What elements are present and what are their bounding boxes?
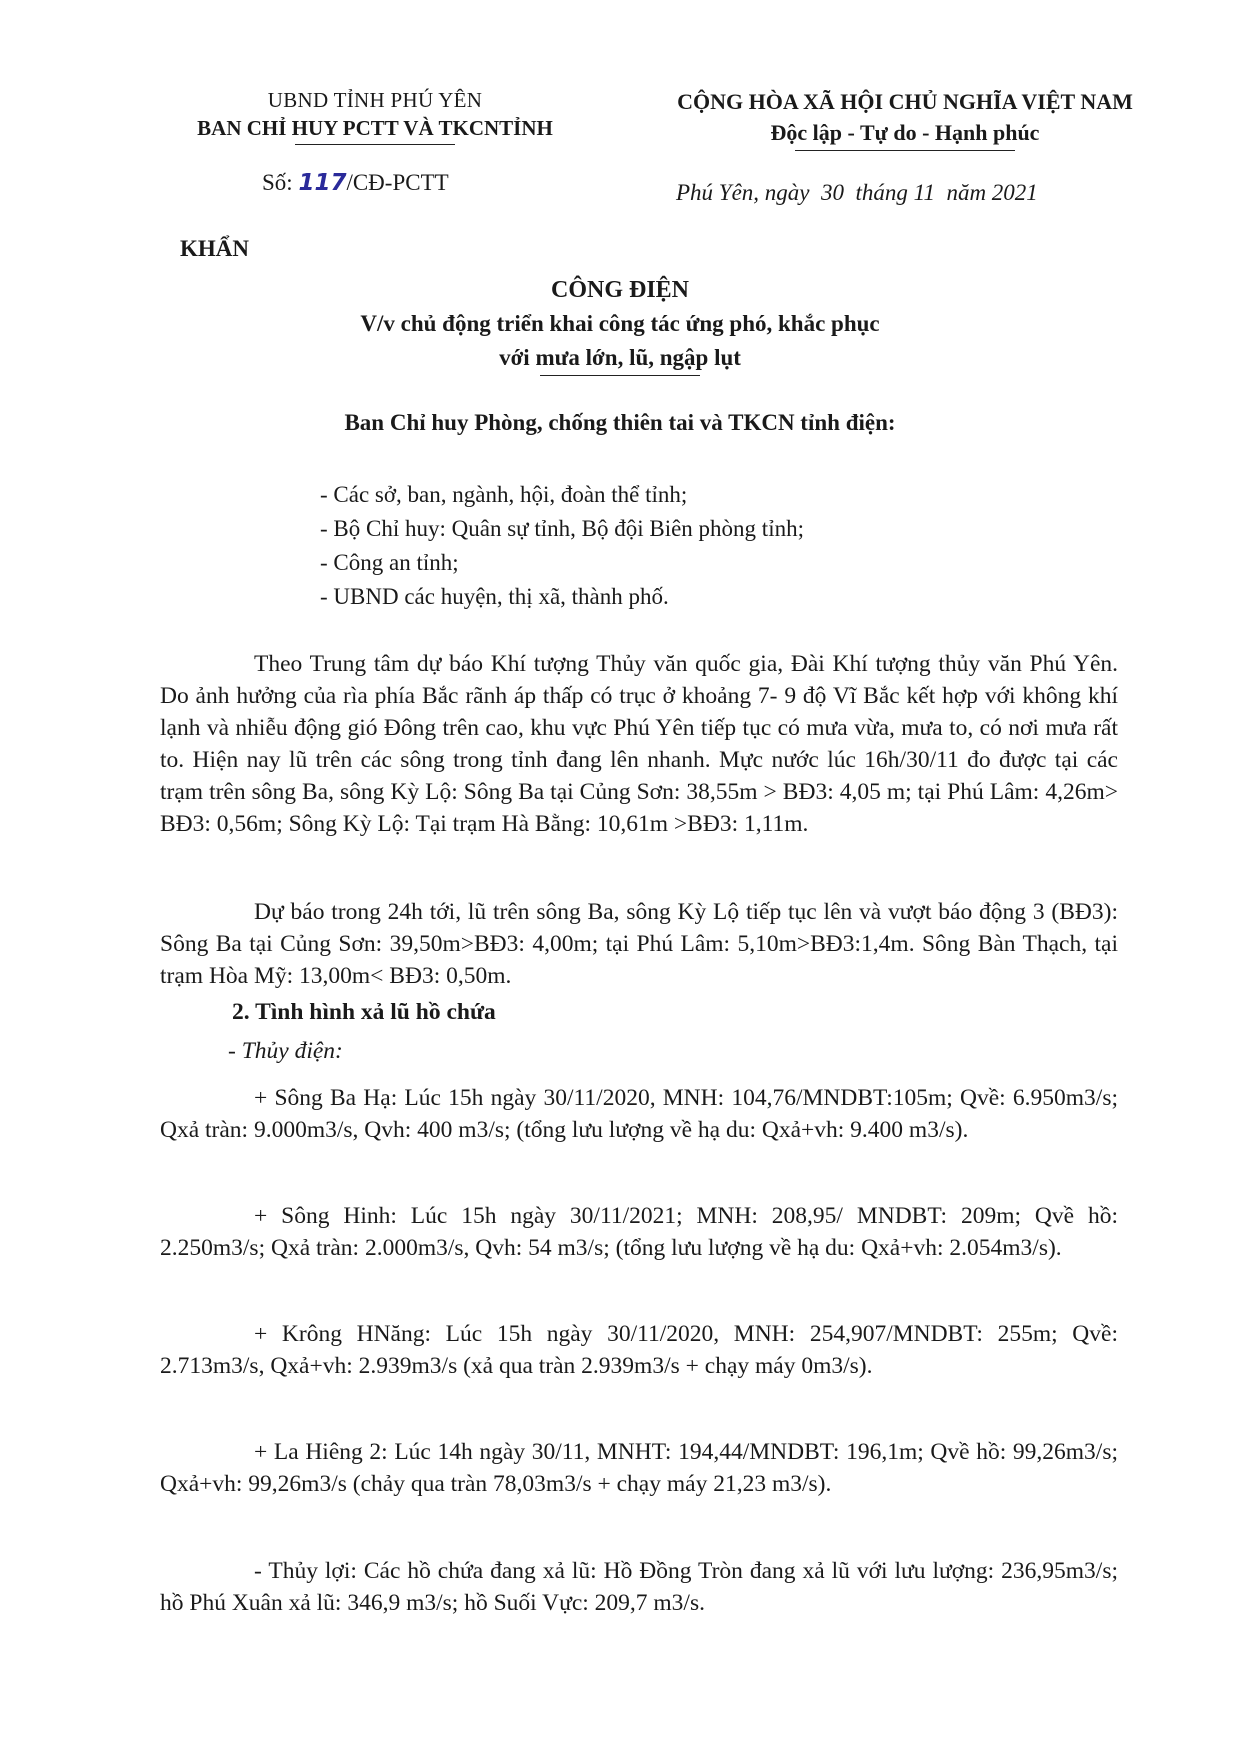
authority-underline [295, 144, 455, 145]
title-subject-1: V/v chủ động triển khai công tác ứng phó, khắc phục [360, 311, 880, 336]
paragraph-24h-forecast: Dự báo trong 24h tới, lũ trên sông Ba, sông Kỳ Lộ tiếp tục lên và vượt báo động 3 (BĐ3): Sông Ba tại Củng Sơn: 39,50m>BĐ3: 4,00m; tại Phú Lâm: 5,10m>BĐ3:1,4m. Sông Bàn Thạch, tại trạm Hòa Mỹ: 13,00m< BĐ3: 0,50m. [160, 899, 1118, 989]
national-motto [630, 86, 1180, 151]
document-number [262, 170, 449, 196]
addressed-by: Ban Chỉ huy Phòng, chống thiên tai và TKCN tỉnh điện: [344, 410, 896, 435]
urgency-label: KHẨN [180, 236, 249, 261]
motto-underline [795, 150, 1015, 151]
recipient-list [320, 478, 804, 614]
section-heading: 2. Tình hình xả lũ hồ chứa [232, 999, 496, 1025]
authority-line-2: BAN CHỈ HUY PCTT VÀ TKCNTỈNH [197, 116, 553, 140]
authority-line-1: UBND TỈNH PHÚ YÊN [267, 88, 483, 112]
motto: Độc lập - Tự do - Hạnh phúc [770, 120, 1040, 145]
issuing-authority [140, 86, 610, 145]
recipient-item: - Các sở, ban, ngành, hội, đoàn thể tỉnh; [320, 482, 688, 507]
paragraph-forecast: Theo Trung tâm dự báo Khí tượng Thủy văn quốc gia, Đài Khí tượng thủy văn Phú Yên. Do ảnh hưởng của rìa phía Bắc rãnh áp thấp có trục ở khoảng 7- 9 độ Vĩ Bắc kết hợp với không khí lạnh và nhiễu động gió Đông trên cao, khu vực Phú Yên tiếp tục có mưa vừa, mưa to, có nơi mưa rất to. Hiện nay lũ trên các sông trong tỉnh đang lên nhanh. Mực nước lúc 16h/30/11 đo được tại các trạm trên sông Ba, sông Kỳ Lộ: Sông Ba tại Củng Sơn: 38,55m > BĐ3: 4,05 m; tại Phú Lâm: 4,26m> BĐ3: 0,56m; Sông Kỳ Lộ: Tại trạm Hà Bằng: 10,61m >BĐ3: 1,11m. [160, 651, 1118, 837]
doc-number-suffix: /CĐ-PCTT [346, 170, 449, 195]
title-underline [540, 375, 700, 376]
title-subject-2: với mưa lớn, lũ, ngập lụt [499, 345, 741, 370]
paragraph-song-ba-ha: + Sông Ba Hạ: Lúc 15h ngày 30/11/2020, MNH: 104,76/MNDBT:105m; Qvề: 6.950m3/s; Qxả tràn: 9.000m3/s, Qvh: 400 m3/s; (tổng lưu lượng về hạ du: Qxả+vh: 9.400 m3/s). [160, 1085, 1118, 1143]
dateline: Phú Yên, ngày 30 tháng 11 năm 2021 [676, 180, 1038, 205]
subsection-hydropower: - Thủy điện: [228, 1038, 343, 1064]
doc-number-handwritten: 117 [298, 170, 347, 196]
recipient-item: - UBND các huyện, thị xã, thành phố. [320, 584, 669, 609]
title-main: CÔNG ĐIỆN [550, 277, 689, 303]
recipient-item: - Bộ Chỉ huy: Quân sự tỉnh, Bộ đội Biên phòng tỉnh; [320, 516, 804, 541]
paragraph-la-hieng-2: + La Hiêng 2: Lúc 14h ngày 30/11, MNHT: 194,44/MNDBT: 196,1m; Qvề hồ: 99,26m3/s; Qxả+vh: 99,26m3/s (chảy qua tràn 78,03m3/s + chạy máy 21,23 m3/s). [160, 1439, 1118, 1497]
paragraph-krong-hnang: + Krông HNăng: Lúc 15h ngày 30/11/2020, MNH: 254,907/MNDBT: 255m; Qvề: 2.713m3/s, Qxả+vh: 2.939m3/s (xả qua tràn 2.939m3/s + chạy máy 0m3/s). [160, 1321, 1118, 1379]
recipient-item: - Công an tỉnh; [320, 550, 459, 575]
paragraph-irrigation: - Thủy lợi: Các hồ chứa đang xả lũ: Hồ Đồng Tròn đang xả lũ với lưu lượng: 236,95m3/s; hồ Phú Xuân xả lũ: 346,9 m3/s; hồ Suối Vực: 209,7 m3/s. [160, 1558, 1118, 1616]
paragraph-song-hinh: + Sông Hinh: Lúc 15h ngày 30/11/2021; MNH: 208,95/ MNDBT: 209m; Qvề hồ: 2.250m3/s; Qxả tràn: 2.000m3/s, Qvh: 54 m3/s; (tổng lưu lượng về hạ du: Qxả+vh: 2.054m3/s). [160, 1203, 1118, 1261]
country-name: CỘNG HÒA XÃ HỘI CHỦ NGHĨA VIỆT NAM [677, 89, 1133, 114]
document-title [200, 273, 1040, 376]
doc-number-prefix: Số: [262, 170, 299, 195]
